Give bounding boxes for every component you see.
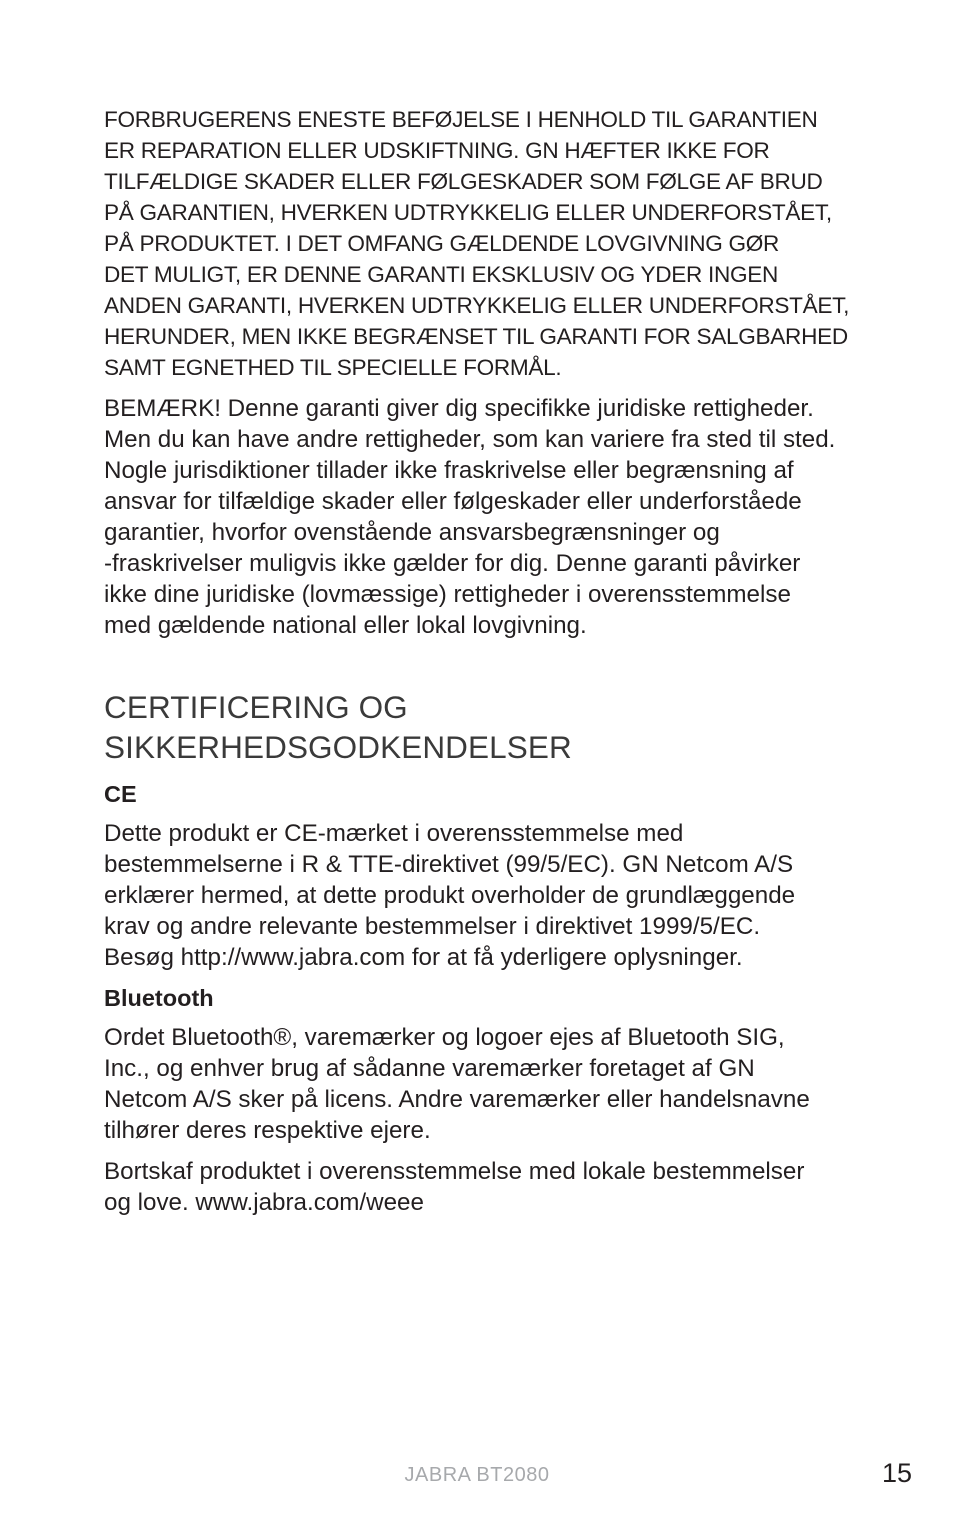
ce-paragraph: Dette produkt er CE-mærket i overensstemmelse med bestemmelserne i R & TTE-direktivet (99/5/EC). GN Netcom A/S erklærer hermed, at dette produkt overholder de grundlæggende krav og andre relevante bestemmelser i direktivet 1999/5/EC. Besøg http://www.jabra.com for at få yderligere oplysninger. — [104, 820, 796, 971]
ce-heading: CE — [104, 781, 137, 807]
warranty-note-paragraph: BEMÆRK! Denne garanti giver dig specifikke juridiske rettigheder. Men du kan have andre rettigheder, som kan variere fra sted til sted. Nogle jurisdiktioner tillader ikke fraskrivelse eller begrænsning af ansvar for tilfældige skader eller følgeskader eller underforståede garantier, hvorfor ovenstående ansvarsbegrænsninger og -fraskrivelser muligvis ikke gælder for dig. Denne garanti påvirker ikke dine juridiske (lovmæssige) rettigheder i overensstemmelse med gældende national eller lokal lovgivning. — [104, 395, 836, 639]
disposal-paragraph: Bortskaf produktet i overensstemmelse med lokale bestemmelser og love. www.jabra.com/weee — [104, 1158, 805, 1216]
page-content — [104, 104, 864, 1218]
bluetooth-heading: Bluetooth — [104, 985, 214, 1011]
page-number: 15 — [881, 1458, 912, 1488]
warranty-caps-paragraph: FORBRUGERENS ENESTE BEFØJELSE I HENHOLD TIL GARANTIEN ER REPARATION ELLER UDSKIFTNING. GN HÆFTER IKKE FOR TILFÆLDIGE SKADER ELLER FØLGESKADER SOM FØLGE AF BRUD PÅ GARANTIEN, HVERKEN UDTRYKKELIG ELLER UNDERFORSTÅET, PÅ PRODUKTET. I DET OMFANG GÆLDENDE LOVGIVNING GØR DET MULIGT, ER DENNE GARANTI EKSKLUSIV OG YDER INGEN ANDEN GARANTI, HVERKEN UDTRYKKELIG ELLER UNDERFORSTÅET, HERUNDER, MEN IKKE BEGRÆNSET TIL GARANTI FOR SALGBARHED SAMT EGNETHED TIL SPECIELLE FORMÅL. — [104, 107, 850, 380]
bluetooth-paragraph: Ordet Bluetooth®, varemærker og logoer ejes af Bluetooth SIG, Inc., og enhver brug af sådanne varemærker foretaget af GN Netcom A/S sker på licens. Andre varemærker eller handelsnavne tilhører deres respektive ejere. — [104, 1024, 810, 1144]
certification-title: CERTIFICERING OG SIKKERHEDSGODKENDELSER — [104, 689, 572, 765]
footer-brand: JABRA BT2080 — [404, 1464, 550, 1486]
